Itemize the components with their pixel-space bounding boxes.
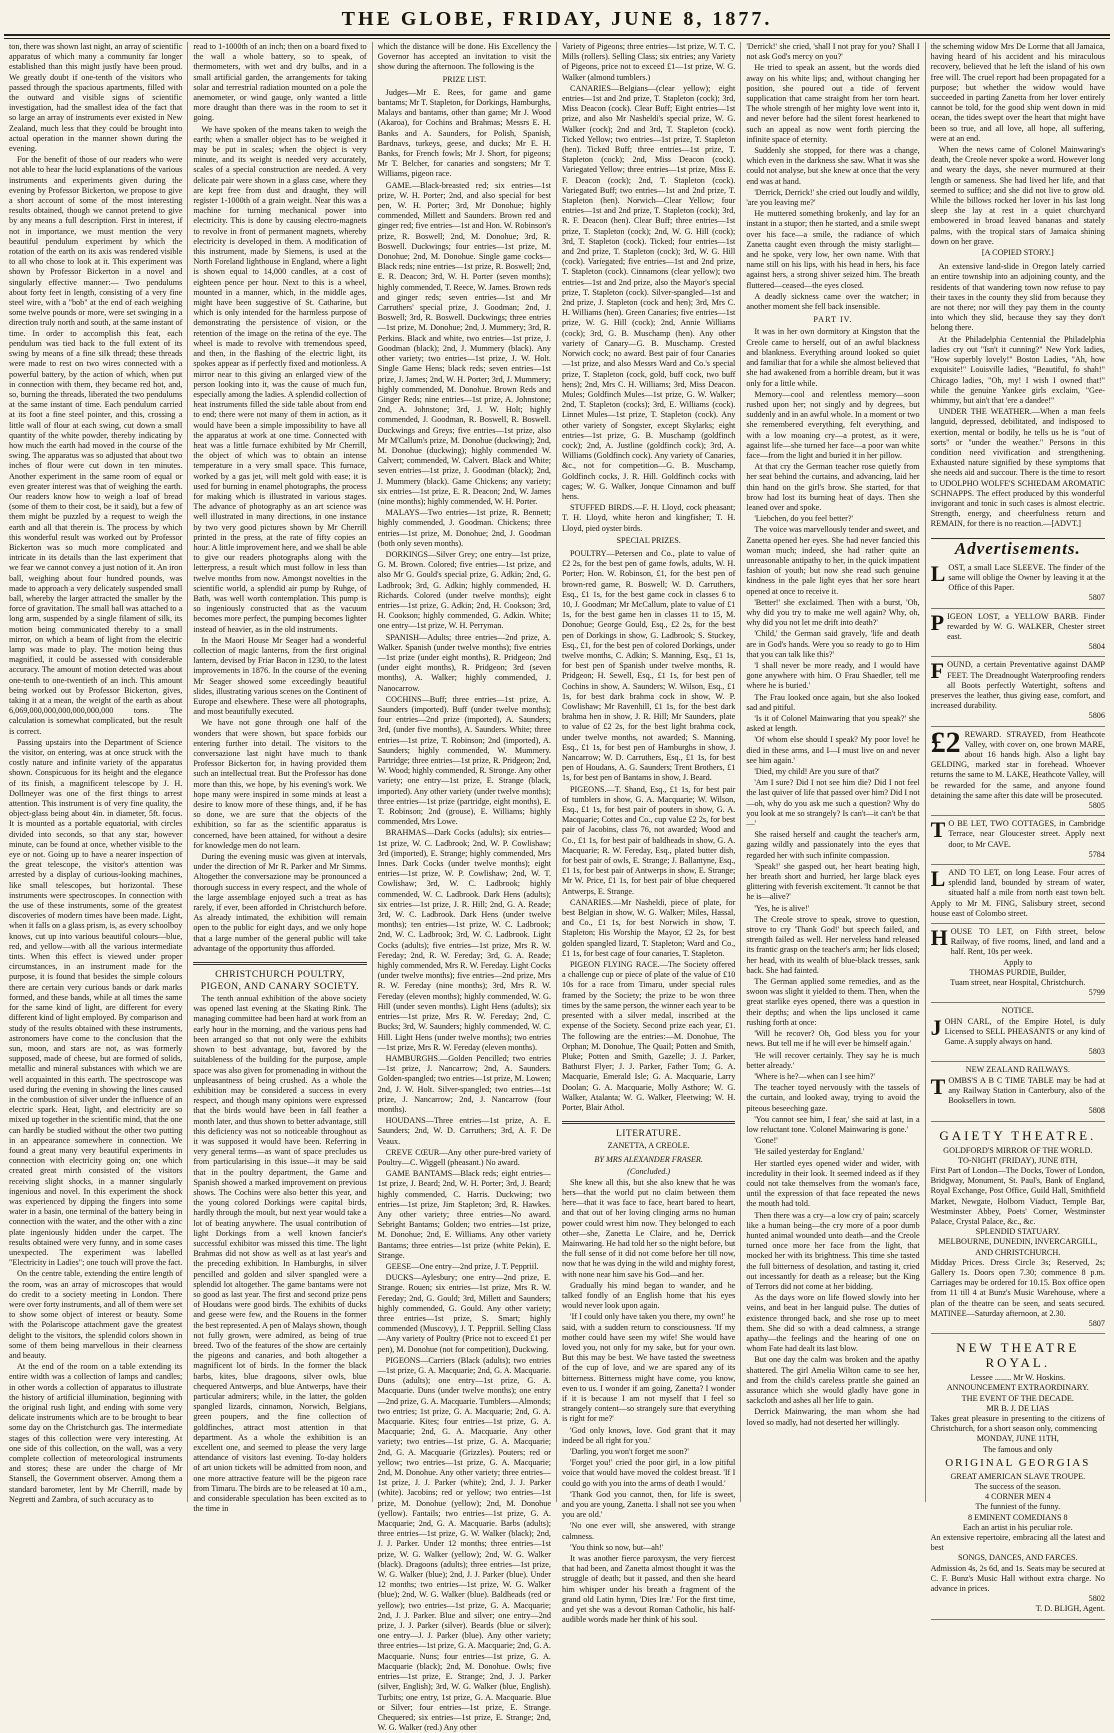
ad-line: MELBOURNE, DUNEDIN, INVERCARGILL, AND CHRISTCHURCH. bbox=[938, 1237, 1098, 1257]
paragraph: Passing upstairs into the Department of Science the visitor, on entering, was at once struck with the costly nature and infinite variety of the apparatus shown. Conspicuous for its height and the elegance of its finish, a magnificent telescope by J. H. Dollmeyer was one of the first things to arrest attention. This instrument is of very fine quality, the object-glass being about 4in. in diameter, 5ft. focus. It is mounted as a portable equatorial, with circles divided into seconds, so that any star, however minute, can be found at once, whether visible to the eye or not. Going up to have a nearer inspection of the great telescope, the visitor's attention was arrested by a display of curious-looking machines, like small telescopes, but horizontal. These instruments were spectroscopes. In connection with the use of these instruments, some of the greatest discoveries of modern times have been made. Light, when it falls on a glass prism, is, as every schoolboy knows, cut up into various beautiful colours—blue, red, and yellow—with all the various intermediate tints. When this effect is viewed under proper circumstances, in an instrument made for the purpose, it is found that besides the simple colours there are certain very curious bands or dark marks formed, and these bands, while at all times the same for the same kind of light, are different for every different kind of light employed. By comparison and study of the results obtained with these instruments, astronomers have come to the conclusion that the sun, moon, and stars are not, as was formerly supposed, made of cheese, but are formed of solids, metallic and mineral substances with which we are well acquainted in this earth. The spectroscope was used during the evening in showing the lines caused in the combustion of silver under the influence of an electric spark. Heat, light, and electricity are so mixed up together in the scientific mind, that the one can hardly be studied without the other two putting in an appearance somewhere in connection. We found a great many very beautiful experiments in connection with electricity going on; one which created great mirth consisted of the visitors receiving slight shocks, in a manner singularly ingenious and novel. In this experiment the shock was experienced by dipping the fingers into some water in a basin, one terminal of the battery being in connection with the water, and the other with a zinc plate ingeniously hidden under the carpet. The results obtained were very funny, and in some cases unexpected. The experiment was labelled "Electricity in Ladies"; one touch will prove the fact. bbox=[9, 737, 183, 1268]
ad-ref: 5804 bbox=[1088, 642, 1105, 652]
paragraph: CANARIES—Belgians—(clear yellow); eight entries—1st and 2nd prize, T. Stapleton (cock); 3rd, Miss Deacon (cock). Clear Buff; Eight entries—1st prize, and also Mr Nasheldi's special prize, W. G. Walker (cock); 2nd and 3rd, T. Stapleton (cock). Ticked Yellow; two entries—1st prize, T. Stapleton (hen). Ticked Buff; three entries—1st prize, T. Stapleton (cock); 2nd, Miss Deacon (cock). Variegated Yellow; three entries—1st prize, Miss E. F. Deacon (cock); 2nd, T. Stapleton (cock). Variegated Buff; two entries—1st and 2nd prize, T. Stapleton (hen). Norwich—Clear Yellow; four entries—1st and 2nd prize, T. Stapleton (cock); 3rd, R. F. Deacon (hen). Clear Buff; three entries—1st prize, T. Stapleton (cock); 2nd, W. G. Hill (cock); 3rd, T. Stapleton (cock). Ticked; four entries—1st and 2nd prize, T. Stapleton (cock); 3rd, W. G. Hill (cock). Variegated; five entries—1st and 2nd prize, T. Stapleton (cock). Cinnamons (clear yellow); two entries—1st and 2nd prize, also the Mayor's special prize, T. Stapleton (cock). Silver-spangled—1st and 2nd prize, J. Stapleton (cock and hen); 3rd, Mrs C. H. Williams (hen). Green Canaries; five entries—1st prize, W. G. Hill (cock); 2nd, Annie Williams (cock); 3rd, G. B. Muschamp (hen). Any other variety of Canary—G. B. Muschamp. Crested Norwich cock; no award. Best pair of four Canaries—1st prize, and also Messrs Ward and Co.'s special prize, T. Stapleton (cock, gold, buff cock, two buff hens); 2nd, Mrs C. H. Williams; 3rd, Miss Deacon. Mules; Goldfinch Mules—1st prize, G. W. Walker; 2nd, T. Stapleton (cocks); 3rd, E. Williams (cock). Linnet Mules—1st prize, T. Stapleton (cock). Any other variety of Songster, except Skylarks; eight entries—1st prize, G. B. Muschamp (goldfinch cock); 2nd, A. Justline (goldfinch cock); 3rd, A. Williams (Goldfinch cock). Any variety of Canaries, &c., not for competition—G. B. Muschamp, Goldfinch cocks, J. R. Hill. Goldfinch cocks with cages; W. G. Walker, Jonque Cinnamon and buff hens. bbox=[561, 83, 736, 501]
ad-line: THOMAS PURDIE, Builder, bbox=[969, 967, 1067, 977]
ad-line: GREAT AMERICAN SLAVE TROUPE. bbox=[950, 1471, 1086, 1481]
paragraph: PIGEON FLYING RACE.—The Society offered a challenge cup or piece of plate of the value of £10 10s for a race from Timaru, under special rules framed by the Society; the prize to be won three times by the same person, the winner each year to be presented with a silver medal, inscribed at the expense of the Society. Second prize each year, £1. The following are the entries:—M. Donohue, The Orphan; M. Donohue, The Quail; Potten and Smith, Pluke; Potten and Smith, Gazelle; J. J. Parker, Bathurst Flyer; J. J. Parker, Father Tom; G. A. Macquarie, Emerald Isle; G. A. Macquarie, Larry Doolan; G. A. Macquarie, Molly Asthore; W. G. Walker, Atalanta; W. G. Walker, Fleetwing; W. H. Porter, Blair Athol. bbox=[561, 960, 736, 1112]
paragraph: In the Maori House Mr Seager had a wonderful collection of magic lanterns, from the first original lantern, devised by Friar Bacon in 1230, to the latest improvements in 1876. In the course of the evening Mr Seager showed some exceedingly beautiful slides, illustrating various scenes on the Continent of Europe and elsewhere. These were all photographs, and most beautifully executed. bbox=[193, 635, 367, 717]
ad-text: REWARD. STRAYED, from Heathcote Valley, with cover on, one brown MARE, about 16 hands high. Also a light bay GELDING, marked star in forehead. Whoever returns the same to M. LAKE, Heathcote Valley, will be rewarded for the same, and anyone found detaining the same after this date will be prosecuted. bbox=[930, 729, 1105, 800]
ad-line: Lessee ........ Mr W. Hoskins. bbox=[970, 1373, 1066, 1383]
ad-railways bbox=[931, 1062, 1105, 1121]
paragraph: UNDER THE WEATHER.—When a man feels languid, depressed, debilitated, and indisposed to exertion, mental or bodily, he tells us he is "out of sorts" or "under the weather." Persons in this condition need vivification and strengthening. Exhausted nature signified by these symptoms that she needs aid and succour. There is the time to resort to UDOLPHO WOLFE'S SCHIEDAM AROMATIC SCHNAPPS. The effect produced by this wonderful invigorant and tonic in such cases is almost electric. Strength, energy, and cheerfulness return and REMAIN, for there is no reaction.—[ADVT.] bbox=[930, 407, 1105, 529]
ad-text: An extensive repertoire, embracing all the latest and best bbox=[930, 1533, 1105, 1553]
paragraph: Memory—cool and relentless memory—soon rushed upon her; not singly and by degrees, but suddenly and in an awful whole. In a moment or two she remembered everything, felt everything, and with a low moaning cry—a protest, as it were, against life—she turned her face—a poor wan white face—from the light and buried it in her pillow. bbox=[746, 389, 920, 460]
paragraph: He tried to speak an assent, but the words died away on his white lips; and, without changing her position, she poured out a tide of fervent supplication that came straight from her torn heart. The whole strength of her mighty love went into it, and never before had the silent forest hearkened to such an appeal as now went forth piercing the infinite space of eternity. bbox=[746, 63, 920, 144]
paragraph: When the news came of Colonel Mainwaring's death, the Creole never spoke a word. However long and weary the days, she never murmured at their length or sameness. She had lived her life, and that seemed to suffice; and she did not live to grow old. While the billows rocked her lover in his last long sleep she lay at rest in a quiet churchyard embowered in broad leaved bananas and stately palms, with the tropical stars of Jamaica shining down on her grave. bbox=[930, 145, 1105, 246]
paragraph: ton, there was shown last night, an array of scientific apparatus of which many a community far longer established than this might justly have been proud. We greatly doubt if one-tenth of the visitors who passed through the spacious apartments, filled with the outward and visible signs of scientific investigation, had the smallest idea of the fact that so large an array of instruments ever existed in New Zealand, much less that they could be brought into actual operation in the manner shown during the evening. bbox=[9, 42, 183, 154]
paragraph: 'Forget you!' cried the poor girl, in a low pitiful voice that would have moved the coldest breast. 'If I could go with you into the arms of death I would.' bbox=[561, 1458, 736, 1488]
paragraph: At the Philadelphia Centennial the Philadelphia ladies cry out "Isn't it cunning?" New York ladies, "How superbly lovely!" Boston Ladies, "Ah, how exquisite!" Louisville ladies, "Beautiful, fo shah!" Chicago ladies, "Oh, my! I wish I owned that!" while the genuine Yankee girls exclaim, "Gee-whimmy, but ain't that 'ere a dandee!" bbox=[930, 334, 1105, 405]
ad-ref: 5807 bbox=[1088, 593, 1105, 603]
paragraph: COCHINS—Buff; three entries—1st prize, A. Saunders (imported). Buff (under twelve months); four entries—2nd prize (imported), A. Saunders; 3rd, (under five months), A. Saunders. White; three entries—1st prize, T. Robinson; 2nd (imported), A. Saunders; highly commended, W. Mummery. Partridge; three entries—1st prize, R. Pridgeon; 2nd, W. Wood; highly commended, R. Stronge. Any other variety; one entry—1st prize, E. Strange (black, imported). Any other variety (under twelve months); three entries—1st prize (partridge, eight months), E. T. Robinson; 2nd (grouse), E. Williams; highly commended, Mrs Lowe. bbox=[377, 694, 551, 827]
ad-house-to-let bbox=[931, 924, 1105, 1003]
paragraph: The teacher toyed nervously with the tassels of the curtain, and looked away, trying to avoid the piteous beseeching gaze. bbox=[746, 1083, 920, 1113]
section-title-poultry: CHRISTCHURCH POULTRY, PIGEON, AND CANARY SOCIETY. bbox=[193, 962, 366, 993]
paragraph: GAME BANTAMS—Black reds; eight entries—1st prize, J. Beard; 2nd, W. H. Porter; 3rd, J. Beard; highly commended, C. Harris. Duckwing; two entries—1st prize, Jim Stapleton; 3rd, R. Hawkes. Any other variety; three entries—No award. Sebright Bantams; Golden; two entries—1st prize, M. Donohue; 2nd, E. Williams. Any other variety Bantams; three entries—1st prize (white Pekin), E. Strange. bbox=[377, 1169, 551, 1260]
paragraph: read to 1-1000th of an inch; then on a board fixed to the wall a whole battery, so to speak, of thermometers, with wet and dry bulbs, and in a small artificial garden, the arrangements for taking solar and terrestrial radiation mounted on a pole the anemometer, or wind gauge, only wanted a little more draught than there was in the room to set it going. bbox=[193, 42, 367, 123]
part-heading: PART IV. bbox=[813, 315, 853, 325]
ad-ref: 5808 bbox=[1088, 1106, 1105, 1116]
paragraph: POULTRY—Petersen and Co., plate to value of £2 2s, for the best pen of game fowls, adults, W. H. Porter; Hon. W. Robinson, £1, for the best pen of brown-red game, R. Boswell; W. D. Carruthers, Esq., £1 1s, for the best game cock in classes 6 to 10, J. Goodman; Mr McCallum, plate to value of £1 1s, for the best game hen in classes 11 to 15, M. Donohue; George Gould, Esq., £2 2s, for the best pen of Dorkings in show, G. Ladbrook; S. Stuckey, Esq., £1, for the best pen of colored Dorkings, under twelve months, C. Adkin; S. Manning, Esq., £1 1s, for best pen of Spanish under twelve months, R. Pridgeon; H. Sewell, Esq., £1 1s, for best pen of Cochins in show, A. Saunders; W. Wilson, Esq., £1 1s, for best dark brahma cock in show, W. P. Cowlishaw; Mr Ravenhill, £1 1s, for the best dark brahma hen in show, J. R. Hill; Mr Saunders, plate to value of £2 2s, for the best light brahma cock, under twelve months, not awarded; S. Manning, Esq., £1 1s, for best pen of Hamburghs in show, J. Nancarrow; W. D. Carruthers, Esq., £1 1s, for best pen of Houdans, A. G. Saunders; Trent Brothers, £1 1s, for best pen of Bantams in show, J. Beard. bbox=[561, 548, 736, 783]
paragraph: 'Died, my child! Are you sure of that?' bbox=[754, 767, 880, 777]
royal-heading: NEW THEATRE ROYAL. bbox=[956, 1340, 1080, 1371]
ad-land-to-let bbox=[931, 865, 1105, 924]
notice-title: NOTICE. bbox=[1001, 1006, 1034, 1016]
story-end-note: [A COPIED STORY.] bbox=[981, 248, 1054, 258]
paragraph: For the benefit of those of our readers who were not able to hear the lucid explanations of the various instruments and experiments given during the evening by Professor Bickerton, we propose to give a short account of some of the most interesting results obtained, though we cannot pretend to give by any means a full description. First in interest, if not in importance, we must mention the very beautiful pendulum experiment by which the rotation of the earth on its axis was rendered visible to all who chose to look at it. This experiment was shown by Professor Bickerton in a novel and singularly effective manner:— Two pendulums about forty feet in length, consisting of a very fine steel wire, with a "bob" at the end of each weighing some twelve pounds or more, were set swinging in a direction truly north and south, at the same instant of time. In order to accomplish this feat, each pendulum was tied back to the full extent of its swing by means of a fine silk thread; these threads were made to rest on two wires connected with a powerful battery, by the action of which, when put in connection with them, they became red hot, and, so, burning the threads, liberated the two pendulums at the same instant of time. Each pendulum carried at its foot a fine steel pointer, and this, crossing a little wall of flour at each swing, cut down a small quantity of the white powder, thereby indicating by how much the earth had moved in the course of the swing. The apparatus was so adjusted that about two inches of flour were cut down in ten minutes. Another experiment in the same room of equal or even greater interest was that of weighing the earth. Our readers know how to weigh a loaf of bread (some of them to their cost, be it said), but a few of them might be puzzled by a request to weigh the earth and all that therein is. The process by which this wonderful result was worked out by Professor Bickerton was so much more complicated and intricate in its details than the last experiment that we fear we cannot convey a just notion of it. An iron ball, weighing about four hundred pounds, was made to approach a very delicately suspended small ball, whereby the larger attracted the smaller by the force of gravitation. The small ball was attached to a long arm, suspended by a single filament of silk, its motion being communicated thereby to a small mirror, on which a beam of light from the electric lamp was made to play. The motion being thus magnified, it could be assessed with considerable accuracy. The amount of motion detected was about one-tenth to one-twentieth of an inch. This amount being worked out by Professor Bickerton, gives, taking it at a mean, the weight of the earth as about 6,069,000,000,000,000,000,000 tons. The calculation is somewhat complicated, but the result is correct. bbox=[9, 155, 183, 736]
paragraph: She knew all this, but she also knew that he was hers—that the world put no claim between them here—that it was face to face, heart bared to heart, and that out of her loving clinging arms no human power could wrest him now. They belonged to each other—she, Zanetta Le Claire, and he, Derrick Mainwaring. He had told her so the night before, but the full sense of it did not come before her till now, now that he was dying in the wild and mighty forest, with none near him save his God—and her. bbox=[561, 1177, 736, 1279]
ad-line: 4 CORNER MEN 4 bbox=[984, 1492, 1051, 1502]
story-byline: BY MRS ALEXANDER FRASER. bbox=[594, 1155, 703, 1165]
paragraph: GEESE—One entry—2nd prize, J. T. Peppriil. bbox=[385, 1261, 539, 1271]
paragraph: HOUDANS—Three entries—1st prize, A. E. Saunders; 2nd, W. D. Carruthers; 3rd, A. F. De Veaux. bbox=[377, 1116, 551, 1146]
columns bbox=[4, 42, 1110, 1733]
ad-text: O BE LET, TWO COTTAGES, in Cambridge Terrace, near Gloucester street. Apply next door, to Mr CAVE. bbox=[948, 819, 1105, 849]
paragraph: 'Am I sure? Did I not see him die? Did I not feel the last quiver of life that passed over him? Did I not—oh, why do you ask me such a question? Why do you look at me so strangely? Is can't—it can't be that—' bbox=[746, 778, 920, 829]
ad-agent: T. D. BLIGH, Agent. bbox=[1035, 1604, 1105, 1614]
ad-ref: 5803 bbox=[1088, 1047, 1105, 1057]
ad-text: Takes great pleasure in presenting to the citizens of Christchurch, for a short season only, commencing bbox=[930, 1413, 1105, 1434]
paragraph: 'Speak!' she gasped out, her heart beating high, her breath short and hurried, her large black eyes glittering with feverish excitement. 'It cannot be that he is—alive?' bbox=[746, 861, 920, 902]
ad-text: OMBS'S A B C TIME TABLE may be had at any Railway Station in Canterbury, also of the Booksellers in town. bbox=[948, 1075, 1105, 1106]
paragraph: DORKINGS—Silver Grey; one entry—1st prize, G. M. Brown. Colored; five entries—1st prize, and also Mr G. Gould's special prize, G. Adkin; 2nd, G. Ladbrook; 3rd, G. Adkin; highly commended, H. Richards. Colored (under twelve months); eight entries—1st prize, G. Adkin; 2nd, H. Cookson; 3rd, H. Cookson; highly commended, G. Adkin. White; one entry—1st prize, W. H. Perryman. bbox=[377, 549, 551, 631]
ad-reward-strayed bbox=[931, 727, 1105, 817]
reward-amount: £2 bbox=[930, 725, 961, 759]
paragraph: 'Thank God you cannot, then, for life is sweet, and you are young, Zanetta. I shall not see you when you are old.' bbox=[561, 1489, 736, 1520]
paragraph: 'Of whom else should I speak? My poor love! he died in these arms, and I—I must live on and never see him again.' bbox=[746, 735, 920, 765]
ad-damp-feet bbox=[931, 657, 1105, 726]
ad-pigeon-lost bbox=[931, 609, 1105, 658]
ad-ref: 5802 bbox=[1088, 1594, 1105, 1604]
special-prizes-title: SPECIAL PRIZES. bbox=[616, 535, 681, 545]
paragraph: The German applied some remedies, and as the swoon was slight it yielded to them. Then, when the great starlike eyes opened, there was a question in their depths; and when the lips unclosed it came rushing forth at once: bbox=[746, 977, 920, 1027]
railways-title: NEW ZEALAND RAILWAYS. bbox=[965, 1065, 1070, 1075]
ad-line: The funniest of the funny. bbox=[975, 1502, 1061, 1512]
paragraph: the scheming widow Mrs De Lorme that all Jamaica, having heard of his accident and his miraculous recovery, believed that he left the island of his own free will. The cruel report had been propagated for a purpose; but whether the widow would have succeeded in parting Zanetta from her lover entirely cannot be told, for the good ship went down in mid ocean, the tides swept over the heart that might have been so true, and all love, all hope, all suffering, were at an end. bbox=[930, 42, 1105, 143]
drop-cap: T bbox=[930, 1073, 946, 1099]
paragraph: CANARIES.—Mr Nasheldi, piece of plate, for best Belgian in show, W. G. Walker; Miles, Hassal, and Co., £1 1s, for best Norwich in show, T. Stapleton; His Worship the Mayor, £2 2s, for best golden spangled lizard, T. Stapleton; Ward and Co., £1 1s, for best cage of four canaries, T. Stapleton. bbox=[561, 897, 736, 958]
column-4 bbox=[557, 42, 741, 1625]
drop-cap: J bbox=[930, 1014, 942, 1040]
ad-ref: 5807 bbox=[1088, 1318, 1105, 1328]
paragraph: MALAYS—Two entries—1st prize, R. Bennett; highly commended, J. Goodman. Chickens; three entries—1st prize, M. Donohue; 2nd, J. Goodman (both only seven months). bbox=[377, 508, 551, 548]
paragraph: 'You think so now, but—ah!' bbox=[569, 1542, 664, 1552]
ad-ref: 5784 bbox=[1088, 849, 1105, 859]
paragraph: We have not gone through one half of the wonders that were shown, but space forbids our entering further into detail. The visitors to the conversazione last night have much to thank Professor Bickerton for, in having provided them such an intellectual treat. But the Professor has done more than this, we hope, by his evening's work. We hope many were inspired in some minds at least a desire to know more of these things, and, if he has so done, we are sure that the objects of the exhibition, so far as the scientific apparatus is concerned, have been attained, for without a desire for knowledge men do not learn. bbox=[193, 718, 367, 850]
ad-line: Each an artist in his peculiar role. bbox=[962, 1522, 1073, 1532]
ad-gaiety-theatre bbox=[931, 1122, 1105, 1335]
gaiety-heading: GAIETY THEATRE. bbox=[939, 1127, 1097, 1143]
ad-ref: 5805 bbox=[1088, 801, 1105, 811]
column-5 bbox=[741, 42, 925, 1502]
paragraph: 'Liebchen, do you feel better?' bbox=[754, 514, 853, 524]
paragraph: During the evening music was given at intervals, under the direction of Mr R. Parker and Mr Simms. Altogether the conversazione may be pronounced a thorough success in every respect, and the whole of the large assemblage enjoyed such a treat as has rarely, if ever, been afforded in Christchurch before. As already intimated, the exhibition will remain open to the public for eight days, and we only hope that a large number of the general public will take advantage of the opportunity thus afforded. bbox=[193, 852, 367, 953]
paragraph: BRAHMAS—Dark Cocks (adults); six entries—1st prize, W. C. Ladbrook; 2nd, W. P. Cowlishaw; 3rd (imported), E. Strange; highly commended, Mrs Innes. Dark Cocks (under twelve months); eight entries—1st prize, W. P. Cowlishaw; 2nd, W. T. Cowlishaw; 3rd, W. C. Ladbrook; highly commended, W. C. Ladbrook. Dark Hens (adults); six entries—1st prize, J. R. Hill; 2nd, G. A. Reade; 3rd, W. C. Ladbrook. Dark Hens (under twelve months); ten entries—1st prize, W. C. Ladbrook; 2nd, W. C. Ladbrook; 3rd, W. C. Ladbrook. Light Cocks (adults); five entries—1st prize, Mrs R. W. Fereday; 2nd, R. W. Fereday; 3rd, G. A. Reade; highly commended, Mrs R. W. Fereday. Light Cocks (under twelve months); five entries—2nd prize, Mrs R. W. Fereday (nine months); 3rd, Mrs R. W. Fereday (eleven months); highly commended, W. G. Hill (under seven months). Light Hens (adults); six entries—1st prize, Mrs R. W. Fereday; 2nd, C. Bucks; 3rd, W. Saunders; highly commended, W. C. Hill. Light Hens (under twelve months); two entries—1st prize, Mrs R. W. Fereday (eleven months). bbox=[377, 828, 551, 1052]
paragraph: The Creole strove to speak, strove to question, strove to cry 'Thank God!' but speech failed, and strength failed as well. Her nerveless hand released its frantic grasp on the teacher's arm; her lids closed; her head, with its wealth of blue-black tresses, sank back. She had fainted. bbox=[746, 914, 920, 975]
ad-text: First Part of London—The Docks, Tower of London, Bridgway, Monument, St. Paul's, Bank of England, Royal Exchange, Post Office, Guild Hall, Smithfield Market, Newgate, Holborn Viaduct, Temple Bar, Westminster Abbey, Poets' Corner, Westminster Palace, Crystal Palace, &c., &c. bbox=[930, 1165, 1105, 1226]
masthead-rule-thin bbox=[4, 38, 1110, 39]
ad-line: SONGS, DANCES, AND FARCES. bbox=[958, 1553, 1078, 1563]
paragraph: Suddenly she stopped, for there was a change, which even in the darkness she saw. What it was she could not analyse, but she knew at once that the very end was at hand. bbox=[746, 146, 920, 186]
paragraph: 'Child,' the German said gravely, 'life and death are in God's hands. Were you so ready to go to Him that you can talk like this?' bbox=[746, 629, 920, 659]
paragraph: As the days wore on life flowed slowly into her veins, and beat in her languid pulse. The duties of existence thronged back, and she rose up to meet them. She did so with a dead calmness, a strange apathy—the feelings and the hearing of one on whom Fate had dealt its last blow. bbox=[746, 1293, 920, 1354]
paragraph: Then there was a cry—a low cry of pain; scarcely like a human being—the cry more of a poor dumb hunted animal wounded unto death—and the Creole turned once more her face from the light, that mocked her with its brightness. This time she tasted the full bitterness of desolation, and tasting it, cried out incessantly for death as a release; but the King of Terrors did not come at her bidding. bbox=[746, 1210, 920, 1291]
prize-list-title: PRIZE LIST. bbox=[442, 74, 487, 84]
ad-text: AND TO LET, on long Lease. Four acres of splendid land, bounded by stream of water, situated half a mile from north east town belt. Apply to Mr M. FING, Salisbury street, second house east of Colombo street. bbox=[930, 868, 1105, 918]
drop-cap: T bbox=[930, 817, 946, 843]
paragraph: 'Derrick, Derrick!' she cried out loudly and wildly, 'are you leaving me?' bbox=[746, 187, 920, 208]
paragraph: It was another fierce paroxysm, the very fiercest that had been, and Zanetta almost thought it was the struggle of death; but it passed, and then she heard him whisper under his breath a fragment of the grand old Latin hymn, 'Dies Iræ.' For the first time, and yet she was a devout Roman Catholic, his half-audible words made her think of his soul. bbox=[561, 1554, 736, 1625]
paragraph: 'If I could only have taken you there, my own!' he said, with a sudden return to consciousness. 'If my mother could have seen my wife! She would have loved you, not only for my sake, but for your own. But this may be best. We have tasted the sweetness of the cup of love, and we are spared any of its bitterness. Bitterness might have come, you know, even to us. I wonder if am going, Zanetta? I wonder if it is because I am not myself that I feel so strangely content—so strangely sure that everything is right for me?' bbox=[561, 1312, 736, 1424]
paragraph: 'You cannot see him, I fear,' she said at last, in a low reluctant tone. 'Colonel Mainwaring is gone.' bbox=[746, 1114, 920, 1134]
drop-cap: L bbox=[930, 866, 946, 892]
drop-cap: L bbox=[930, 560, 946, 586]
paragraph: A deadly sickness came over the watcher; in another moment she fell back insensible. bbox=[746, 291, 920, 312]
paragraph: 'Better!' she exclaimed. Then with a burst, 'Oh, why did you try to make me well again? Why, oh, why did you not let me drift into death?' bbox=[746, 597, 920, 628]
paragraph: It was in her own dormitory at Kingston that the Creole came to herself, out of an awful blackness and blankness. Everything around looked so quiet and familiar that for a while she almost believed that she had awakened from a horrible dream, but it was only for a little while. bbox=[746, 327, 920, 388]
ad-line: SPLENDID STATUARY. bbox=[975, 1227, 1060, 1237]
ad-text: IGEON LOST, a YELLOW BARB. Finder rewarded by W. G. WALKER, Chester street east. bbox=[947, 611, 1105, 641]
literature-title: LITERATURE. bbox=[562, 1121, 735, 1140]
ad-theatre-royal bbox=[931, 1334, 1105, 1619]
ad-line: ANNOUNCEMENT EXTRAORDINARY. bbox=[946, 1383, 1089, 1393]
ad-ref: 5799 bbox=[1088, 988, 1105, 998]
advertisements-title: Advertisements. bbox=[931, 538, 1105, 554]
ad-text: OUND, a certain Preventative against DAMP FEET. The Dreadnought Waterproofing renders all Boots perfectly Watertight, softens and preserves the leather, thus giving ease, comfort, and increased durability. bbox=[930, 660, 1105, 711]
ad-ref: 5806 bbox=[1088, 711, 1105, 721]
paragraph: An extensive land-slide in Oregon lately carried an entire township into an adjoining county, and the residents of that wandering town now refuse to pay their taxes in the county they slid from because they are not there; nor will they pay them in the county into which they slid, because they say they don't belong there. bbox=[930, 262, 1105, 333]
masthead-title: THE GLOBE, FRIDAY, JUNE 8, 1877. bbox=[341, 8, 773, 30]
ad-text: OHN CARL, of the Empire Hotel, is duly Licensed to SELL PHEASANTS or any kind of Game. A supply always on hand. bbox=[944, 1016, 1105, 1047]
paragraph: 'Derrick!' she cried, 'shall I not pray for you? Shall I not ask God's mercy on you?' bbox=[746, 42, 920, 62]
paragraph: PIGEONS—Carriers (Black (adults); two entries—1st prize, G. A. Macquarie; 2nd, G. A. Macquarie. Duns (adults); one entry—1st prize, G. A. Macquarie. Duns (under twelve months); one entry—2nd prize, G. A. Macquarie. Tumblers—Almonds; two entries; 1st prize, G. A. Macquarie; 2nd, G. A. Macquarie. Kites; four entries—1st prize, G. A. Macquarie; 2nd, G. A. Macquarie. Any other variety; two entries—1st prize, G. A. Macquarie; 2nd, G. A. Macquarie (Grizzles). Pouters; red or yellow; two entries—1st prize, G. A. Macquarie; 2nd, M. Donohue. Any other variety; three entries—1st prize, J. J. Parker (white); 2nd, J. J. Parker (white). Jacobins; red or yellow; two entries—1st prize, M. Donohue (yellow); 2nd, M. Donohue (yellow). Fantails; two entries—1st prize, G. A. Macquarie; 2nd, G. A. Macquarie. Barbs (adults); three entries—1st prize, G. W. Walker (black); 2nd, J. J. Parker. Under 12 months; three entries—1st prize, W. G. Walker (yellow); 2nd, W. G. Walker (black). Dragoons (adults); three entries—1st prize, W. G. Walker (blue); 2nd, J. J. Parker (blue). Under 12 months; two entries—1st prize, W. G. Walker (blue); 2nd, W. G. Walker (blue). Baldheads (red or yellow); two entries—1st prize, G. A. Macquarie; 2nd, J. J. Parker. Blue and silver; one entry—2nd prize, J. J. Parker (silver). Beards (blue or silver); one entry—J. J. Parker (blue). Any other variety; three entries—1st prize, G. A. Macquarie; 2nd, G. A. Macquarie. Nuns; four entries—1st prize, G. A. Macquarie (black); 2nd, M. Donohue. Owls; five entries—1st prize, E. Strange; 2nd, J. J. Parker (silver, English); 3rd, W. G. Walker (blue, English). Turbits; one entry, 1st prize, G. A. Macquarie. Blue or Silver; four entries—1st prize, E. Strange. Chequered; six entries—1st prize, E. Strange; 2nd, W. G. Walker (red.) Any other bbox=[377, 1355, 551, 1733]
paragraph: DUCKS—Aylesbury; one entry—2nd prize, E. Strange. Rouen; six entries—1st prize, Mrs R. W. Fereday; 2nd, G. Gould; 3rd, Millett and Saunders; highly commended, G. Gould. Any other variety; three entries—1st prize, S. Smart; highly commended (Muscovy), J. T. Peppriil. Selling Class—Any variety of Poultry (Price not to exceed £1 per pen), M. Donohue (not for competition), Duckwing. bbox=[377, 1273, 551, 1354]
column-6 bbox=[926, 42, 1110, 1614]
paragraph: The Frau looked once again, but she also looked sad and pitiful. bbox=[746, 692, 920, 712]
paragraph: Variety of Pigeons; three entries—1st prize, W. T. C. Mills (rollers). Selling Class; six entries; any Variety of Pigeons, price not to exceed £1—1st prize, W. G. Walker (almond tumblers.) bbox=[561, 42, 736, 82]
column-2 bbox=[188, 42, 372, 1514]
paragraph: 'Yes, he is alive!' bbox=[754, 903, 810, 913]
paragraph: The tenth annual exhibition of the above society was opened last evening at the Skating Rink. The managing committee had been hard at work from an early hour in the morning, and the various pens had been arranged so that not only were the exhibits shown to best advantage, but, favored by the suitableness of the building for the purpose, ample space was also given for promenading in without the unpleasantness of being crushed. As a whole the exhibition may be considered a success in every respect, and though many opinions were expressed that the birds would have been in fall feather a month later, and thus shown to better advantage, still this deficiency was not so noticeable throughout as it was supposed it would have been. Referring in very general terms—as want of space precludes us from particularising in this issue—it may be said that in the poultry department, the Game and Spanish showed a marked improvement on previous shows. The Cochins were also better this year, and the young colored Dorkings were capital birds, hardly through the moult, but next year would take a lot of beating anywhere. The usual contribution of light Dorkings from a well known fancier's successful exhibitor was missed this time. The light Brahmas did not show as well as at last year's and the preceding exhibition. In Hamburghs, in silver pencilled and golden and silver spangled were a splendid lot altogether. The game bantams were not so good as last year. The first and second prize pens of Houdans were good birds. The exhibits of ducks and geese were few, and the Rouens in the former the best represented. A pen of Malays shown, though not fully grown, were admired, as being of true breed. Two of the features of the show are certainly the pigeons and canaries, and both altogether a magnificent lot of birds. In the former the black barbs, kites, blue dragoons, silver owls, blue chequered Antwerps, and blue Antwerps, have their particular admirers; while, in the latter, the golden spangled lizards, cinnamon, Norwich, Belgians, green poupers, and the fine collection of goldfinches, attract most attention in that department. As a whole the exhibition is an excellent one, and seemed to please the very large attendance of visitors last evening. To-day holders of art union tickets will be admitted from noon, and one more attractive feature will be the pigeon race from Timaru. The birds are to be released at 10 a.m., and considerable speculation has been excited as to the time in bbox=[193, 994, 367, 1514]
paragraph: On the centre table, extending the entire length of the room, was an array of microscopes that would do credit to a society meeting in London. There were over forty instruments, and all of them were set to show some object of interest or beauty. Some with the Polariscope attachment gave the greatest delight to the visitors, the splendid colors shown in some of them being marvellous in their clearness and beauty. bbox=[9, 1269, 183, 1360]
paragraph: The voice was marvellously tender and sweet, and Zanetta opened her eyes. She had never fancied this woman much; indeed, she had rather quite an unreasonable antipathy to her, in the quick impatient fashion of youth; but now she read such genuine kindness in the pale light eyes that her sore heart opened at once to receive it. bbox=[746, 525, 920, 596]
story-concluded: (Concluded.) bbox=[627, 1166, 671, 1176]
drop-cap: P bbox=[930, 609, 945, 635]
ad-text: OUSE TO LET, on Fifth street, below Railway, of five rooms, lined, and land and a half. Rent, 10s per week. bbox=[950, 927, 1105, 957]
drop-cap: F bbox=[930, 658, 945, 684]
ad-line: MONDAY, JUNE 11TH, bbox=[976, 1434, 1059, 1444]
ad-line: Apply to bbox=[1003, 957, 1033, 967]
ad-line: ORIGINAL GEORGIAS bbox=[945, 1456, 1091, 1469]
paragraph: At that cry the German teacher rose quietly from her seat behind the curtains, and advancing, laid her thin hand on the girl's brow. She started, for that brow had lost its burning heat of days. Then she leaned over and spoke. bbox=[746, 462, 920, 512]
paragraph: 'Gone!' bbox=[754, 1136, 778, 1146]
paragraph: 'I shall never be more ready, and I would have gone anywhere with him. O Frau Shaedler, tell me where he is buried.' bbox=[746, 660, 920, 691]
ad-text: Midday Prices. Dress Circle 3s; Reserved, 2s; Gallery 1s. Doors open 7.30; commence 8 p.m. Carriages may be ordered for 10.15. Box office open from 11 till 4 at Bunz's Music Warehouse, where a plan of the theatre can be seen, and seats secured. MATINEE—Saturday afternoon, at 2.30. bbox=[930, 1257, 1105, 1318]
paragraph: He muttered something brokenly, and lay for an instant in a stupor; then he started, and a smile swept over his face—a smile, the radiance of which Zanetta caught even through the misty starlight—and he spoke, very low, her own name. With that name still on his lips, with his head in hers, his face against hers, a strong shiver seized him. The breath fluttered—ceased—the eyes closed. bbox=[746, 209, 920, 290]
story-title: ZANETTA, A CREOLE. bbox=[607, 1141, 690, 1151]
paragraph: 'He will recover certainly. They say he is much better already.' bbox=[746, 1050, 920, 1070]
ad-line: Tuam street, near Hospital, Christchurch. bbox=[950, 978, 1086, 988]
paragraph: But one day the calm was broken and the apathy shattered. The girl Amelia Wilton came to see her, and from the child's careless prattle she gained an assurance which she would gladly have gone in sackcloth and ashes all her life to gain. bbox=[746, 1355, 920, 1406]
paragraph: SPANISH—Adults; three entries—2nd prize, A. Walker. Spanish (under twelve months); five entries—1st prize (under eight months), R. Pridgeon; 2nd (under eight months), R. Pridgeon; 3rd (seven months), A. Walker; highly commended, J. Nanocarrow. bbox=[377, 632, 551, 693]
paragraph: We have spoken of the means taken to weigh the earth; when a smaller object has to be weighed it may be put in scales; when the object is very minute, and its weight is needed very accurately, scales of a special construction are needed. A very delicate pair were shown in a glass case, where they are kept free from dust and draught, they will register 1-1000th of a grain weight. Near this was a machine for turning mechanical power into electricity. This is done by causing electro-magnets to revolve in front of permanent magnets, whereby electricity is developed in them. A modification of this instrument, made by Siemens, is used at the North Foreland lighthouse in England, where a light is shown equal to 14,000 candles, at a cost of eighteen pence per hour. Next to this is a wheel, mounted in a manner, which, in the middle ages, might have been suggestive of St. Catharine, but which is only intended for the harmless purpose of demonstrating the persistence of vision, or the retention of the image on the retina of the eye. The wheel is made to revolve with tremendous speed, and then, in the flashing of the electric light, its spokes appear as if perfectly fixed and motionless. A mirror near to this giving an enlarged view of the person looking into it, was the cause of much fun, especially among the ladies. A splendid collection of heat instruments filled the side table about from end to end; there were not many of them in action, as it would have been a simple impossibility to have all the apparatus at work at one time. Connected with heat was a little furnace exhibited by Mr Cherrill, the object of which was to obtain an intense temperature in a very small space. This furnace, worked by a gas jet, will melt gold with ease; it is used for burning in enamel photographs, the process for making which is illustrated in various stages. The advance of photography as an art science was well illustrated in many directions, in one instance by two very good pictures shown by Mr Cherrill printed in the press, at the rate of fifty copies an hour. A little improvement here, and we shall be able to give our readers photographs along with the letterpress, a result which must follow in less than twelve months from now. Amongst novelties in the scientific world, a splendid air pump by Ruhge, of Bath, was well worth contemplation. This pump is so ingeniously constructed that as the vacuum becomes more perfect, the pumping becomes lighter instead of heavier, as in the old instruments. bbox=[193, 124, 367, 634]
ad-text: Admission 4s, 2s 6d, and 1s. Seats may be secured at C. F. Bunz's Music Hall without extra charge. No advance in prices. bbox=[930, 1563, 1105, 1594]
ad-line: THE EVENT OF THE DECADE. bbox=[961, 1393, 1074, 1403]
column-3 bbox=[373, 42, 557, 1733]
paragraph: 'Is it of Colonel Mainwaring that you speak?' she asked at length. bbox=[746, 714, 920, 734]
ad-lost-sleeve bbox=[931, 560, 1105, 609]
ad-line: TO-NIGHT (FRIDAY), JUNE 8TH, bbox=[958, 1155, 1078, 1165]
paragraph: 'No one ever will, she answered, with strange calmness. bbox=[561, 1521, 736, 1541]
paragraph: PIGEONS.—T. Shand, Esq., £1 1s, for best pair of tumblers in show, G. A. Macquarie; W. Wilson, Esq., £1 1s, for best pair of pouters in show, G. A. Macquarie; Cottes and Co., cup value £2 2s, for best pair of Jacobins, class 76, not awarded; Wood and Co., £1 1s, for best pair of baldheads in show, G. A. Macquarie; R. W. Fereday, Esq., plated butter dish, for best pair of owls, E. Strange; J. Ballantyne, Esq., £1 1s, for best pair of Antwerps in show, E. Strange; Mr W. Price, £1 1s, for best pair of blue chequered Antwerps, E. Strange. bbox=[561, 784, 736, 896]
ad-line: The success of the season. bbox=[974, 1481, 1061, 1491]
ad-line: 8 EMINENT COMEDIANS 8 bbox=[967, 1512, 1068, 1522]
paragraph: Judges—Mr E. Rees, for game and game bantams; Mr T. Stapleton, for Dorkings, Hamburghs, Malays and bantams, other than game; Mr J. Wood (Akaroa), for Cochins and Brahmas; Messrs E. H. Banks and A. Saunders, for Polish, Spanish, Bardnavs, turkeys, geese, and ducks; Mr E. H. Banks, for French fowls; Mr J. Short, for pigeons; Mr T. Belcher, for canaries and songsters; Mr T. Williams, pigeon race. bbox=[377, 87, 551, 179]
ad-line: GOLDFORD'S MIRROR OF THE WORLD. bbox=[943, 1145, 1093, 1155]
paragraph: Her startled eyes opened wider and wider, with incredulity in their look. It seemed indeed as if they could not take themselves from the woman's face, until the expression of that face repeated the news the mouth had told. bbox=[746, 1158, 920, 1209]
paragraph: 'Where is he?—when can I see him?' bbox=[754, 1071, 876, 1081]
paragraph: 'He sailed yesterday for England.' bbox=[754, 1147, 865, 1157]
paragraph: STUFFED BIRDS.—F. H. Lloyd, cock pheasant; T. H. Lloyd, white heron and kingfisher; T. H. Lloyd, pied oyster birds. bbox=[561, 503, 736, 533]
paragraph: 'Darling, you won't forget me soon?' bbox=[569, 1447, 689, 1457]
ad-cottages bbox=[931, 816, 1105, 865]
paragraph: 'God only knows, love. God grant that it may indeed be all right for you.' bbox=[561, 1425, 736, 1445]
paragraph: HAMBURGHS.—Golden Pencilled; two entries—1st prize, J. Nancarrow; 2nd, A. Saunders. Golden-spangled; two entries—1st prize, M. Lowen; 2nd, J. W. Holt. Silver-spangled; two entries—1st prize, J. Nancarrow; 2nd, J. Nancarrow (four months). bbox=[377, 1053, 551, 1114]
ad-line: MR B. J. DE LIAS bbox=[986, 1403, 1050, 1413]
paragraph: At the end of the room on a table extending its entire width was a collection of lamps and candles; in other words a collection of apparatus to illustrate the history of artificial illumination, beginning with the original rush light, and ending with some very delicate instruments which are to be brought to bear some day on the Christchurch gas. The intermediate stages of this collection were very interesting. At one side of this collection, on the wall, was a very complete collection of meteorological instruments and stores; these are under the charge of Mr Stansell, the Government observer. Among them a standard barometer, lent by Mr Cherrill, made by Negretti and Zambra, of such accuracy as to bbox=[9, 1362, 183, 1504]
paragraph: She raised herself and caught the teacher's arm, gazing wildly and passionately into the eyes that regarded her with such infinite compassion. bbox=[746, 830, 920, 860]
paragraph: Derrick Mainwaring, the man whom she had loved so madly, had not deserted her willingly. bbox=[746, 1407, 920, 1427]
drop-cap: H bbox=[930, 925, 948, 951]
paragraph: Gradually his mind began to wander, and he talked fondly of an English home that his eyes would never look upon again. bbox=[561, 1280, 736, 1311]
masthead bbox=[0, 0, 1114, 40]
ad-notice bbox=[931, 1003, 1105, 1062]
masthead-rule bbox=[4, 34, 1110, 36]
column-1 bbox=[4, 42, 188, 1502]
ad-text: OST, a small Lace SLEEVE. The finder of the same will oblige the Owner by leaving it at the Office of this Paper. bbox=[948, 562, 1105, 593]
paragraph: CREVE CŒUR—Any other pure-bred variety of Poultry—C. Wiggell (pheasant.) No award. bbox=[377, 1147, 551, 1167]
paragraph: 'Will he recover? Oh, God bless you for your news. But tell me if he will ever be himself again.' bbox=[746, 1029, 920, 1049]
ad-line: The famous and only bbox=[983, 1444, 1053, 1454]
paragraph: which the distance will be done. His Excellency the Governor has accepted an invitation to visit the show during the afternoon. The following is the bbox=[377, 42, 551, 72]
paragraph: GAME.—Black-breasted red; six entries—1st prize, W. H. Porter; 2nd, and also special for best pen, W. H. Porter; 3rd, Mr Donohue; highly commended, Millett and Saunders. Brown red and ginger red; five entries—1st and Hon. W. Robinson's prize, R. Boswell; 2nd, M. Donohue; 3rd, R. Boswell. Duckwings; four entries—1st prize, M. Donohue; 2nd, M. Donohue. Single game cocks—Black reds; nine entries—1st prize, R. Boswell; 2nd, E. R. Deacon; 3rd, W. H. Porter (seven months); highly commended, T. Reece, W. James. Brown reds and ginger reds; seven entries—1st and Mr Carruthers' special prize, J. Goodman; 2nd, J. Boswell; 3rd, R. Boswell. Duckwings; three entries—1st prize, M. Donohue; 2nd, J. Mummery; 3rd, R. Perkins. Black and white, two entries—1st prize, J. Goodman (black); 2nd, J. Mummery (black). Any other variety; two entries—1st prize, J. W. Holt. Single Game Hens; black reds; seven entries—1st prize, J. James; 2nd, W. H. Porter; 3rd, J. Mummery; highly commended, M. Donohue. Brown Reds and Ginger Reds; nine entries—1st prize, A. Johnstone; 2nd, A. Johnstone; 3rd, J. W. Holt; highly commended, J. Goodman, R. Boswell, R. Boswell. Duckwings and Greys; five entries—1st prize, also Mr M'Callum's prize, M. Donohue (duckwing); 2nd, M. Donohue (duckwing); highly commended W. Calvert; commended, W. Calvert. Black and White; seven entries—1st prize, J. Goodman (black); 2nd, J. Mummery (black). Game Chickens; any variety; six entries—1st prize, E. R. Deacon; 2nd, W. James (nine months); highly commended, W. H. Porter. bbox=[377, 180, 551, 506]
